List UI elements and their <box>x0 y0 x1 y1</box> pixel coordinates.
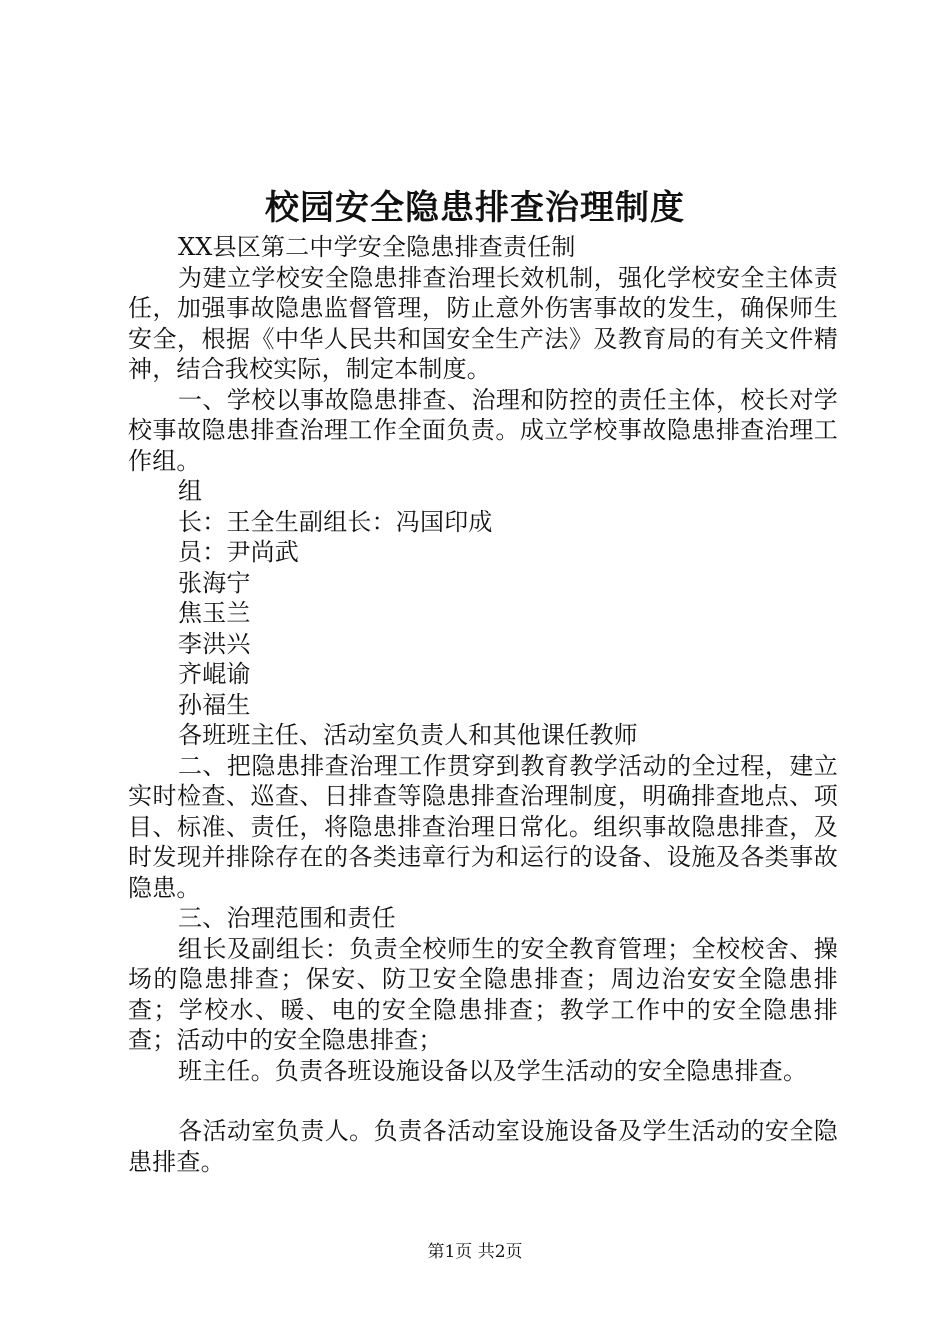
document-body <box>128 232 838 1177</box>
paragraph-member: 孙福生 <box>178 690 251 719</box>
paragraph-activity-room-duties: 各活动室负责人。负责各活动室设施设备及学生活动的安全隐患排查。 <box>128 1117 838 1176</box>
paragraph-section-one: 一、学校以事故隐患排查、治理和防控的责任主体，校长对学校事故隐患排查治理工作全面负责。成立学校事故隐患排查治理工作组。 <box>128 385 838 475</box>
paragraph-head-teacher-duties: 班主任。负责各班设施设备以及学生活动的安全隐患排查。 <box>178 1056 808 1085</box>
paragraph-member: 李洪兴 <box>178 629 251 658</box>
page-number-footer: 第1页 共2页 <box>427 1242 523 1262</box>
paragraph-teachers: 各班班主任、活动室负责人和其他课任教师 <box>178 721 638 749</box>
paragraph-spacer <box>128 1086 838 1116</box>
paragraph-member: 员：尹尚武 <box>178 538 299 566</box>
paragraph-member: 齐崐谕 <box>178 660 251 688</box>
paragraph-group-leaders: 长：王全生副组长：冯国印成 <box>178 507 493 536</box>
paragraph-member: 张海宁 <box>178 568 251 597</box>
paragraph-group-label: 组 <box>178 477 203 505</box>
paragraph-section-two: 二、把隐患排查治理工作贯穿到教育教学活动的全过程，建立实时检查、巡查、日排查等隐患排查治理制度，明确排查地点、项目、标准、责任，将隐患排查治理日常化。组织事故隐患排查，及时发现并排除存在的各类违章行为和运行的设备、设施及各类事故隐患。 <box>128 751 838 902</box>
paragraph-responsibility-heading: XX县区第二中学安全隐患排查责任制 <box>178 233 576 261</box>
paragraph-purpose: 为建立学校安全隐患排查治理长效机制，强化学校安全主体责任，加强事故隐患监督管理，防止意外伤害事故的发生，确保师生安全，根据《中华人民共和国安全生产法》及教育局的有关文件精神，结合我校实际，制定本制度。 <box>128 263 838 383</box>
paragraph-leader-duties: 组长及副组长：负责全校师生的安全教育管理；全校校舍、操场的隐患排查；保安、防卫安全隐患排查；周边治安安全隐患排查；学校水、暖、电的安全隐患排查；教学工作中的安全隐患排查；活动中的安全隐患排查； <box>128 934 838 1054</box>
document-title: 校园安全隐患排查治理制度 <box>265 188 685 228</box>
paragraph-member: 焦玉兰 <box>178 599 251 627</box>
paragraph-section-three: 三、治理范围和责任 <box>178 904 396 932</box>
